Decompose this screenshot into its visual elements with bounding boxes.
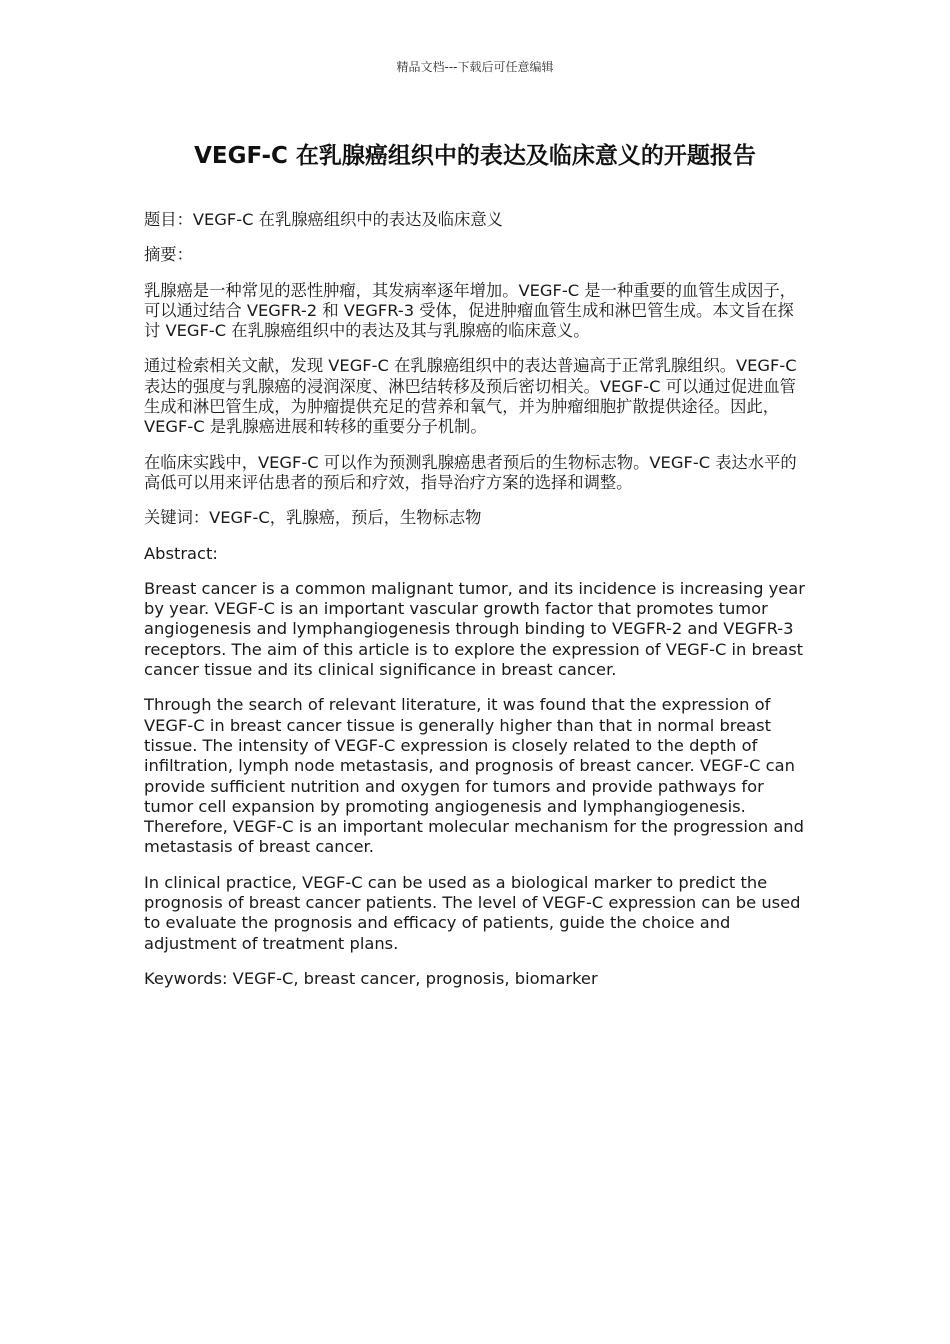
- page-header-note: 精品文档---下载后可任意编辑: [396, 60, 554, 74]
- topic-line: 题目：VEGF-C 在乳腺癌组织中的表达及临床意义: [144, 210, 503, 229]
- abstract-en-label: Abstract:: [144, 543, 218, 563]
- abstract-en-paragraph: Through the search of relevant literature, it was found that the expression of VEGF-C in breast cancer tissue is generally higher than that in normal breast tissue. The intensity of VEGF-C expression is closely related to the depth of infiltration, lymph node metastasis, and prognosis of breast cancer. VEGF-C can provide sufficient nutrition and oxygen for tumors and provide pathways for tumor cell expansion by promoting angiogenesis and lymphangiogenesis. Therefore, VEGF-C is an important molecular mechanism for the progression and metastasis of breast cancer.: [144, 695, 804, 857]
- abstract-cn-paragraph: 乳腺癌是一种常见的恶性肿瘤，其发病率逐年增加。VEGF-C 是一种重要的血管生成因子，可以通过结合 VEGFR-2 和 VEGFR-3 受体，促进肿瘤血管生成和淋巴管生成。本文旨在探讨 VEGF-C 在乳腺癌组织中的表达及其与乳腺癌的临床意义。: [144, 280, 796, 341]
- abstract-en-paragraph: Breast cancer is a common malignant tumor, and its incidence is increasing year by year. VEGF-C is an important vascular growth factor that promotes tumor angiogenesis and lymphangiogenesis through binding to VEGFR-2 and VEGFR-3 receptors. The aim of this article is to explore the expression of VEGF-C in breast cancer tissue and its clinical significance in breast cancer.: [144, 578, 805, 680]
- keywords-cn: 关键词：VEGF-C，乳腺癌，预后，生物标志物: [144, 508, 482, 528]
- abstract-cn-label: 摘要：: [144, 245, 193, 265]
- abstract-cn-paragraph: 通过检索相关文献，发现 VEGF-C 在乳腺癌组织中的表达普遍高于正常乳腺组织。VEGF-C 表达的强度与乳腺癌的浸润深度、淋巴结转移及预后密切相关。VEGF-C 可以通过促进血管生成和淋巴管生成，为肿瘤提供充足的营养和氧气，并为肿瘤细胞扩散提供途径。因此，VEGF-C 是乳腺癌进展和转移的重要分子机制。: [144, 356, 797, 437]
- document-title: VEGF-C 在乳腺癌组织中的表达及临床意义的开题报告: [194, 143, 756, 169]
- abstract-en-paragraph: In clinical practice, VEGF-C can be used as a biological marker to predict the prognosis of breast cancer patients. The level of VEGF-C expression can be used to evaluate the prognosis and efficacy of patients, guide the choice and adjustment of treatment plans.: [144, 872, 801, 953]
- keywords-en: Keywords: VEGF-C, breast cancer, prognosis, biomarker: [144, 968, 598, 988]
- document-body: [144, 210, 806, 1004]
- abstract-cn-paragraph: 在临床实践中，VEGF-C 可以作为预测乳腺癌患者预后的生物标志物。VEGF-C 表达水平的高低可以用来评估患者的预后和疗效，指导治疗方案的选择和调整。: [144, 452, 797, 492]
